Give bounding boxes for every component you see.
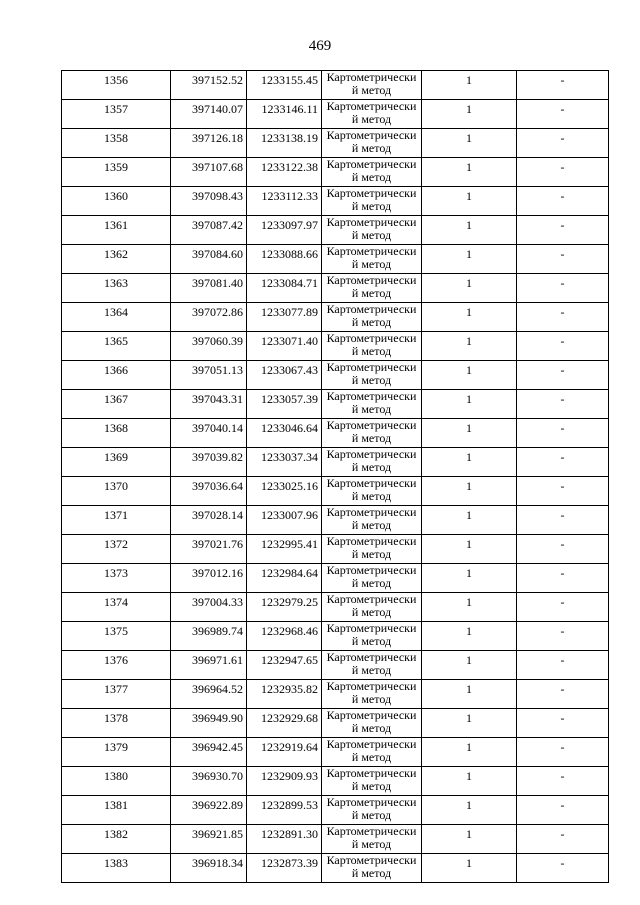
point-number-cell: 1380 (62, 767, 171, 796)
point-number-cell: 1375 (62, 622, 171, 651)
y-coordinate-cell: 1232929.68 (247, 709, 322, 738)
x-coordinate-cell: 397040.14 (171, 419, 247, 448)
method-cell: Картометрически й метод (322, 651, 422, 680)
point-number-cell: 1362 (62, 245, 171, 274)
y-coordinate-cell: 1233097.97 (247, 216, 322, 245)
accuracy-cell: 1 (422, 129, 517, 158)
y-coordinate-cell: 1233138.19 (247, 129, 322, 158)
description-cell: - (517, 767, 609, 796)
accuracy-cell: 1 (422, 709, 517, 738)
point-number-cell: 1356 (62, 71, 171, 100)
method-cell: Картометрически й метод (322, 448, 422, 477)
x-coordinate-cell: 397087.42 (171, 216, 247, 245)
accuracy-cell: 1 (422, 477, 517, 506)
method-cell: Картометрически й метод (322, 332, 422, 361)
y-coordinate-cell: 1232899.53 (247, 796, 322, 825)
point-number-cell: 1366 (62, 361, 171, 390)
method-cell: Картометрически й метод (322, 854, 422, 883)
x-coordinate-cell: 397081.40 (171, 274, 247, 303)
method-cell: Картометрически й метод (322, 100, 422, 129)
description-cell: - (517, 216, 609, 245)
accuracy-cell: 1 (422, 767, 517, 796)
table-row (62, 129, 609, 158)
table-row (62, 274, 609, 303)
point-number-cell: 1371 (62, 506, 171, 535)
x-coordinate-cell: 397039.82 (171, 448, 247, 477)
point-number-cell: 1367 (62, 390, 171, 419)
description-cell: - (517, 129, 609, 158)
point-number-cell: 1374 (62, 593, 171, 622)
method-cell: Картометрически й метод (322, 390, 422, 419)
table-row (62, 245, 609, 274)
x-coordinate-cell: 396949.90 (171, 709, 247, 738)
accuracy-cell: 1 (422, 390, 517, 419)
y-coordinate-cell: 1232909.93 (247, 767, 322, 796)
accuracy-cell: 1 (422, 651, 517, 680)
table-row (62, 303, 609, 332)
point-number-cell: 1377 (62, 680, 171, 709)
x-coordinate-cell: 397004.33 (171, 593, 247, 622)
y-coordinate-cell: 1233057.39 (247, 390, 322, 419)
point-number-cell: 1359 (62, 158, 171, 187)
y-coordinate-cell: 1232979.25 (247, 593, 322, 622)
accuracy-cell: 1 (422, 361, 517, 390)
accuracy-cell: 1 (422, 332, 517, 361)
table-row (62, 854, 609, 883)
x-coordinate-cell: 397036.64 (171, 477, 247, 506)
y-coordinate-cell: 1232947.65 (247, 651, 322, 680)
method-cell: Картометрически й метод (322, 796, 422, 825)
point-number-cell: 1364 (62, 303, 171, 332)
method-cell: Картометрически й метод (322, 738, 422, 767)
description-cell: - (517, 854, 609, 883)
page-number: 469 (308, 38, 332, 54)
table-row (62, 593, 609, 622)
table-row (62, 825, 609, 854)
method-cell: Картометрически й метод (322, 361, 422, 390)
x-coordinate-cell: 397051.13 (171, 361, 247, 390)
point-number-cell: 1381 (62, 796, 171, 825)
method-cell: Картометрически й метод (322, 245, 422, 274)
table-row (62, 361, 609, 390)
description-cell: - (517, 622, 609, 651)
accuracy-cell: 1 (422, 564, 517, 593)
method-cell: Картометрически й метод (322, 767, 422, 796)
method-cell: Картометрически й метод (322, 216, 422, 245)
accuracy-cell: 1 (422, 448, 517, 477)
description-cell: - (517, 274, 609, 303)
table-row (62, 390, 609, 419)
x-coordinate-cell: 397107.68 (171, 158, 247, 187)
point-number-cell: 1370 (62, 477, 171, 506)
method-cell: Картометрически й метод (322, 477, 422, 506)
x-coordinate-cell: 397152.52 (171, 71, 247, 100)
accuracy-cell: 1 (422, 680, 517, 709)
description-cell: - (517, 709, 609, 738)
x-coordinate-cell: 396918.34 (171, 854, 247, 883)
accuracy-cell: 1 (422, 593, 517, 622)
y-coordinate-cell: 1233071.40 (247, 332, 322, 361)
table-row (62, 651, 609, 680)
description-cell: - (517, 419, 609, 448)
point-number-cell: 1376 (62, 651, 171, 680)
accuracy-cell: 1 (422, 245, 517, 274)
y-coordinate-cell: 1233046.64 (247, 419, 322, 448)
description-cell: - (517, 187, 609, 216)
method-cell: Картометрически й метод (322, 506, 422, 535)
table-row (62, 796, 609, 825)
y-coordinate-cell: 1233037.34 (247, 448, 322, 477)
description-cell: - (517, 825, 609, 854)
accuracy-cell: 1 (422, 535, 517, 564)
table-row (62, 680, 609, 709)
x-coordinate-cell: 397021.76 (171, 535, 247, 564)
accuracy-cell: 1 (422, 71, 517, 100)
point-number-cell: 1383 (62, 854, 171, 883)
table-row (62, 187, 609, 216)
description-cell: - (517, 245, 609, 274)
point-number-cell: 1379 (62, 738, 171, 767)
point-number-cell: 1358 (62, 129, 171, 158)
point-number-cell: 1372 (62, 535, 171, 564)
method-cell: Картометрически й метод (322, 825, 422, 854)
table-row (62, 738, 609, 767)
accuracy-cell: 1 (422, 622, 517, 651)
y-coordinate-cell: 1233025.16 (247, 477, 322, 506)
method-cell: Картометрически й метод (322, 622, 422, 651)
table-row (62, 158, 609, 187)
y-coordinate-cell: 1233007.96 (247, 506, 322, 535)
method-cell: Картометрически й метод (322, 274, 422, 303)
description-cell: - (517, 390, 609, 419)
description-cell: - (517, 158, 609, 187)
description-cell: - (517, 796, 609, 825)
accuracy-cell: 1 (422, 187, 517, 216)
point-number-cell: 1378 (62, 709, 171, 738)
y-coordinate-cell: 1233155.45 (247, 71, 322, 100)
accuracy-cell: 1 (422, 825, 517, 854)
accuracy-cell: 1 (422, 738, 517, 767)
point-number-cell: 1363 (62, 274, 171, 303)
accuracy-cell: 1 (422, 419, 517, 448)
description-cell: - (517, 651, 609, 680)
method-cell: Картометрически й метод (322, 593, 422, 622)
method-cell: Картометрически й метод (322, 535, 422, 564)
y-coordinate-cell: 1232935.82 (247, 680, 322, 709)
method-cell: Картометрически й метод (322, 158, 422, 187)
accuracy-cell: 1 (422, 303, 517, 332)
description-cell: - (517, 477, 609, 506)
description-cell: - (517, 680, 609, 709)
y-coordinate-cell: 1233146.11 (247, 100, 322, 129)
description-cell: - (517, 100, 609, 129)
point-number-cell: 1365 (62, 332, 171, 361)
y-coordinate-cell: 1233122.38 (247, 158, 322, 187)
y-coordinate-cell: 1233088.66 (247, 245, 322, 274)
coordinates-table (61, 70, 609, 883)
accuracy-cell: 1 (422, 274, 517, 303)
method-cell: Картометрически й метод (322, 303, 422, 332)
description-cell: - (517, 506, 609, 535)
y-coordinate-cell: 1233084.71 (247, 274, 322, 303)
y-coordinate-cell: 1233112.33 (247, 187, 322, 216)
x-coordinate-cell: 396964.52 (171, 680, 247, 709)
table-row (62, 709, 609, 738)
x-coordinate-cell: 397126.18 (171, 129, 247, 158)
accuracy-cell: 1 (422, 158, 517, 187)
table-row (62, 767, 609, 796)
method-cell: Картометрически й метод (322, 187, 422, 216)
point-number-cell: 1357 (62, 100, 171, 129)
y-coordinate-cell: 1232995.41 (247, 535, 322, 564)
y-coordinate-cell: 1232873.39 (247, 854, 322, 883)
point-number-cell: 1368 (62, 419, 171, 448)
table-row (62, 332, 609, 361)
description-cell: - (517, 303, 609, 332)
y-coordinate-cell: 1232984.64 (247, 564, 322, 593)
table-row (62, 216, 609, 245)
table-body (62, 71, 609, 883)
accuracy-cell: 1 (422, 796, 517, 825)
x-coordinate-cell: 396942.45 (171, 738, 247, 767)
accuracy-cell: 1 (422, 854, 517, 883)
y-coordinate-cell: 1232891.30 (247, 825, 322, 854)
x-coordinate-cell: 397028.14 (171, 506, 247, 535)
accuracy-cell: 1 (422, 216, 517, 245)
x-coordinate-cell: 397060.39 (171, 332, 247, 361)
method-cell: Картометрически й метод (322, 680, 422, 709)
y-coordinate-cell: 1232968.46 (247, 622, 322, 651)
method-cell: Картометрически й метод (322, 129, 422, 158)
description-cell: - (517, 332, 609, 361)
table-row (62, 622, 609, 651)
x-coordinate-cell: 397098.43 (171, 187, 247, 216)
x-coordinate-cell: 397072.86 (171, 303, 247, 332)
x-coordinate-cell: 397140.07 (171, 100, 247, 129)
y-coordinate-cell: 1232919.64 (247, 738, 322, 767)
point-number-cell: 1360 (62, 187, 171, 216)
x-coordinate-cell: 396971.61 (171, 651, 247, 680)
x-coordinate-cell: 397084.60 (171, 245, 247, 274)
description-cell: - (517, 738, 609, 767)
point-number-cell: 1361 (62, 216, 171, 245)
method-cell: Картометрически й метод (322, 71, 422, 100)
x-coordinate-cell: 396922.89 (171, 796, 247, 825)
point-number-cell: 1382 (62, 825, 171, 854)
method-cell: Картометрически й метод (322, 709, 422, 738)
point-number-cell: 1369 (62, 448, 171, 477)
table-row (62, 535, 609, 564)
x-coordinate-cell: 396921.85 (171, 825, 247, 854)
description-cell: - (517, 71, 609, 100)
table-row (62, 448, 609, 477)
table-row (62, 506, 609, 535)
accuracy-cell: 1 (422, 100, 517, 129)
x-coordinate-cell: 397012.16 (171, 564, 247, 593)
table-row (62, 564, 609, 593)
table-row (62, 419, 609, 448)
x-coordinate-cell: 396989.74 (171, 622, 247, 651)
y-coordinate-cell: 1233067.43 (247, 361, 322, 390)
method-cell: Картометрически й метод (322, 564, 422, 593)
description-cell: - (517, 535, 609, 564)
accuracy-cell: 1 (422, 506, 517, 535)
description-cell: - (517, 361, 609, 390)
table-row (62, 71, 609, 100)
y-coordinate-cell: 1233077.89 (247, 303, 322, 332)
x-coordinate-cell: 397043.31 (171, 390, 247, 419)
description-cell: - (517, 448, 609, 477)
table-row (62, 477, 609, 506)
table-row (62, 100, 609, 129)
description-cell: - (517, 593, 609, 622)
description-cell: - (517, 564, 609, 593)
method-cell: Картометрически й метод (322, 419, 422, 448)
point-number-cell: 1373 (62, 564, 171, 593)
x-coordinate-cell: 396930.70 (171, 767, 247, 796)
